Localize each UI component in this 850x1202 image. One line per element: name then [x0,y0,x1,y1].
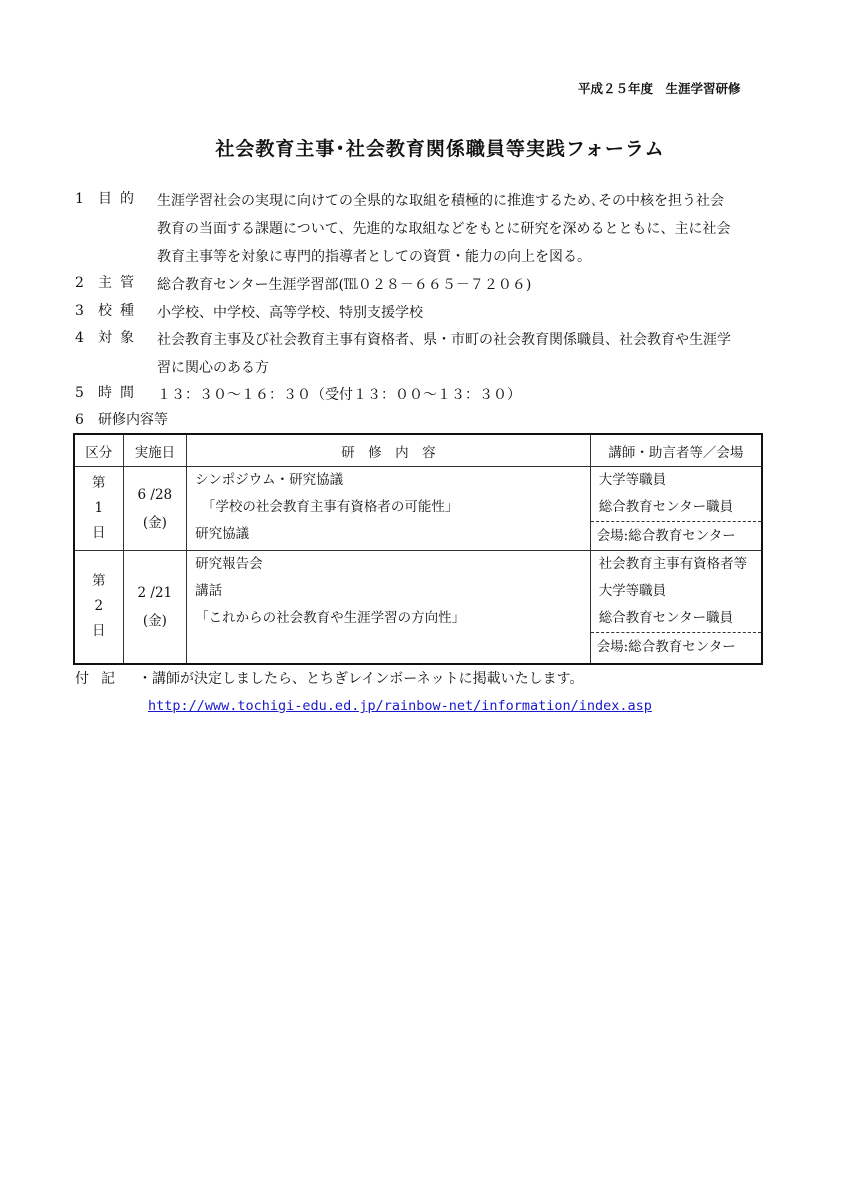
column-header-content: 研 修 内 容 [187,434,591,467]
rainbow-net-link[interactable]: http://www.tochigi-edu.ed.jp/rainbow-net/information/index.asp [148,698,652,714]
content-line: 「これからの社会教育や生涯学習の方向性」 [195,610,466,626]
schedule-table [73,433,763,665]
content-line: 「学校の社会教育主事有資格者の可能性」 [195,499,459,515]
section-text-line: 総合教育センター生涯学習部(℡０２８－６６５－７２０６) [157,277,532,293]
section-text-line: 教育主事等を対象に専門的指導者としての資質・能力の向上を図る。 [157,249,591,265]
note-label: 付記 [75,671,127,687]
document-title: 社会教育主事･社会教育関係職員等実践フォーラム [215,138,665,160]
section-text-line: １３：３０～１６：３０（受付１３：００～１３：３０） [157,387,521,403]
section-label: 主管 [98,275,142,291]
section-label: 研修内容等 [98,412,168,428]
day-label [74,467,123,551]
section-label: 目的 [98,191,142,207]
content-line: 研究協議 [195,526,250,542]
session-content [187,467,591,551]
note-text: ・講師が決定しましたら、とちぎレインボーネットに掲載いたします。 [138,671,584,687]
day-label [74,551,123,664]
header-note: 平成２５年度 生涯学習研修 [578,81,741,96]
day-label-char: 日 [92,525,106,541]
table-row [74,551,762,664]
table-header-row [74,434,762,467]
section-text-line: 習に関心のある方 [157,360,269,376]
lecturer-item: 社会教育主事有資格者等 [598,556,748,572]
section-label: 時間 [98,385,142,401]
day-label-char: 1 [94,500,104,516]
section-number: 5 [75,385,84,401]
column-header-kubun: 区分 [74,434,123,467]
date-value: 2 /21 [137,584,173,601]
weekday-value: (金) [142,514,167,531]
lecturer-item: 大学等職員 [598,583,667,599]
section-number: 4 [75,330,84,346]
section-label: 校種 [98,303,142,319]
column-header-lecturer: 講師・助言者等／会場 [590,434,762,467]
section-number: 6 [75,412,84,428]
session-content [187,551,591,664]
weekday-value: (金) [142,612,167,629]
lecturer-item: 総合教育センター職員 [598,610,734,626]
content-line: シンポジウム・研究協議 [195,472,344,488]
content-line: 講話 [195,583,223,599]
section-number: 3 [75,303,84,319]
venue-label: 会場:総合教育センター [591,521,761,550]
section-text-line: 社会教育主事及び社会教育主事有資格者、県・市町の社会教育関係職員、社会教育や生涯学 [157,332,731,348]
lecturer-cell [590,551,762,664]
day-label-char: 第 [92,573,106,590]
day-label-char: 2 [94,598,104,615]
table-row [74,467,762,551]
section-text-line: 生涯学習社会の実現に向けての全県的な取組を積極的に推進するため､その中核を担う社会 [157,193,724,209]
session-date [123,551,187,664]
lecturer-cell [590,467,762,551]
section-number: 2 [75,275,84,291]
lecturer-item: 総合教育センター職員 [598,499,734,515]
day-label-char: 日 [92,623,106,640]
column-header-date: 実施日 [123,434,187,467]
venue-label: 会場:総合教育センター [591,632,761,661]
session-date [123,467,187,551]
section-text-line: 小学校、中学校、高等学校、特別支援学校 [157,305,423,321]
day-label-char: 第 [92,475,106,491]
section-label: 対象 [98,330,142,346]
section-text-line: 教育の当面する課題について、先進的な取組などをもとに研究を深めるとともに、主に社会 [157,221,731,237]
date-value: 6 /28 [137,486,173,503]
content-line: 研究報告会 [195,556,263,572]
section-number: 1 [75,191,84,207]
lecturer-item: 大学等職員 [598,472,667,488]
